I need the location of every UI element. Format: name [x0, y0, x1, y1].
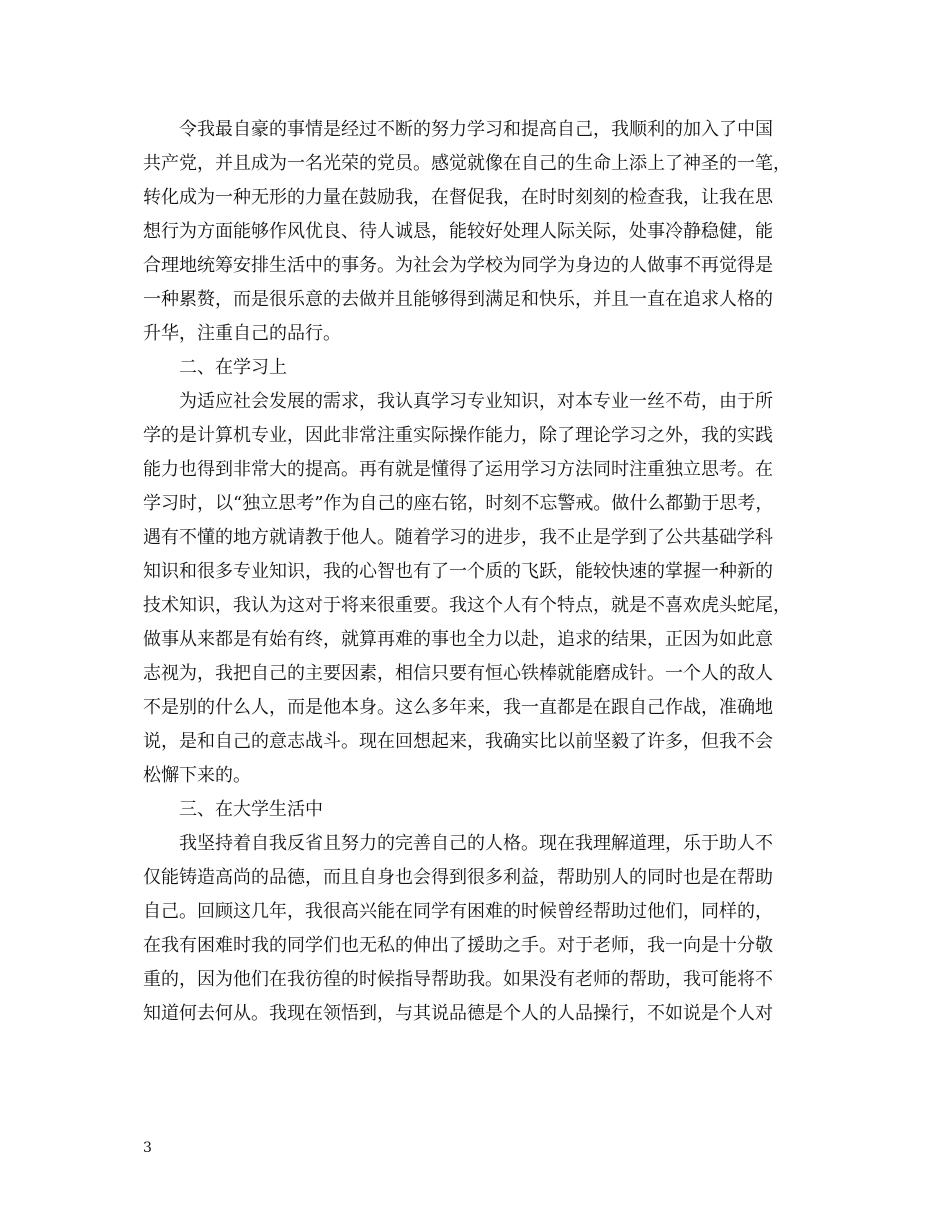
text-line: 合理地统筹安排生活中的事务。为社会为学校为同学为身边的人做事不再觉得是: [143, 255, 773, 276]
text-line: 想行为方面能够作风优良、待人诚恳，能较好处理人际关际，处事冷静稳健，能: [143, 221, 773, 242]
text-line: 在我有困难时我的同学们也无私的伸出了援助之手。对于老师，我一向是十分敬: [143, 935, 773, 956]
text-line: 技术知识，我认为这对于将来很重要。我这个人有个特点，就是不喜欢虎头蛇尾，: [143, 595, 791, 616]
text-line: 说，是和自己的意志战斗。现在回想起来，我确实比以前坚毅了许多，但我不会: [143, 731, 773, 752]
text-line: 知道何去何从。我现在领悟到，与其说品德是个人的人品操行，不如说是个人对: [143, 1003, 773, 1024]
text-line: 不是别的什么人，而是他本身。这么多年来，我一直都是在跟自己作战，准确地: [143, 697, 773, 718]
text-line: 重的，因为他们在我彷徨的时候指导帮助我。如果没有老师的帮助，我可能将不: [143, 969, 773, 990]
text-line: 志视为，我把自己的主要因素，相信只要有恒心铁棒就能磨成针。一个人的敌人: [143, 663, 773, 684]
text-line: 遇有不懂的地方就请教于他人。随着学习的进步，我不止是学到了公共基础学科: [143, 527, 773, 548]
text-line: 仅能铸造高尚的品德，而且自身也会得到很多利益，帮助别人的同时也是在帮助: [143, 867, 773, 888]
document-body: [143, 113, 813, 1031]
text-line: 自己。回顾这几年，我很高兴能在同学有困难的时候曾经帮助过他们，同样的，: [143, 901, 773, 922]
text-line: 转化成为一种无形的力量在鼓励我，在督促我，在时时刻刻的检查我，让我在思: [143, 187, 773, 208]
text-line: 学的是计算机专业，因此非常注重实际操作能力，除了理论学习之外，我的实践: [143, 425, 773, 446]
text-line: 令我最自豪的事情是经过不断的努力学习和提高自己，我顺利的加入了中国: [179, 119, 773, 140]
text-line: 学习时，以“独立思考”作为自己的座右铭，时刻不忘警戒。做什么都勤于思考，: [143, 493, 774, 514]
text-line: 三、在大学生活中: [179, 799, 323, 820]
text-line: 能力也得到非常大的提高。再有就是懂得了运用学习方法同时注重独立思考。在: [143, 459, 773, 480]
text-line: 知识和很多专业知识，我的心智也有了一个质的飞跃，能较快速的掌握一种新的: [143, 561, 773, 582]
text-line: 二、在学习上: [179, 357, 287, 378]
text-line: 升华，注重自己的品行。: [143, 323, 341, 344]
text-line: 做事从来都是有始有终，就算再难的事也全力以赴，追求的结果，正因为如此意: [143, 629, 773, 650]
text-line: 为适应社会发展的需求，我认真学习专业知识，对本专业一丝不苟，由于所: [179, 391, 773, 412]
text-line: 松懈下来的。: [143, 765, 251, 786]
text-line: 一种累赘，而是很乐意的去做并且能够得到满足和快乐，并且一直在追求人格的: [143, 289, 773, 310]
page-number: 3: [143, 1140, 152, 1156]
text-line: 我坚持着自我反省且努力的完善自己的人格。现在我理解道理，乐于助人不: [179, 833, 773, 854]
text-line: 共产党，并且成为一名光荣的党员。感觉就像在自己的生命上添上了神圣的一笔，: [143, 153, 791, 174]
